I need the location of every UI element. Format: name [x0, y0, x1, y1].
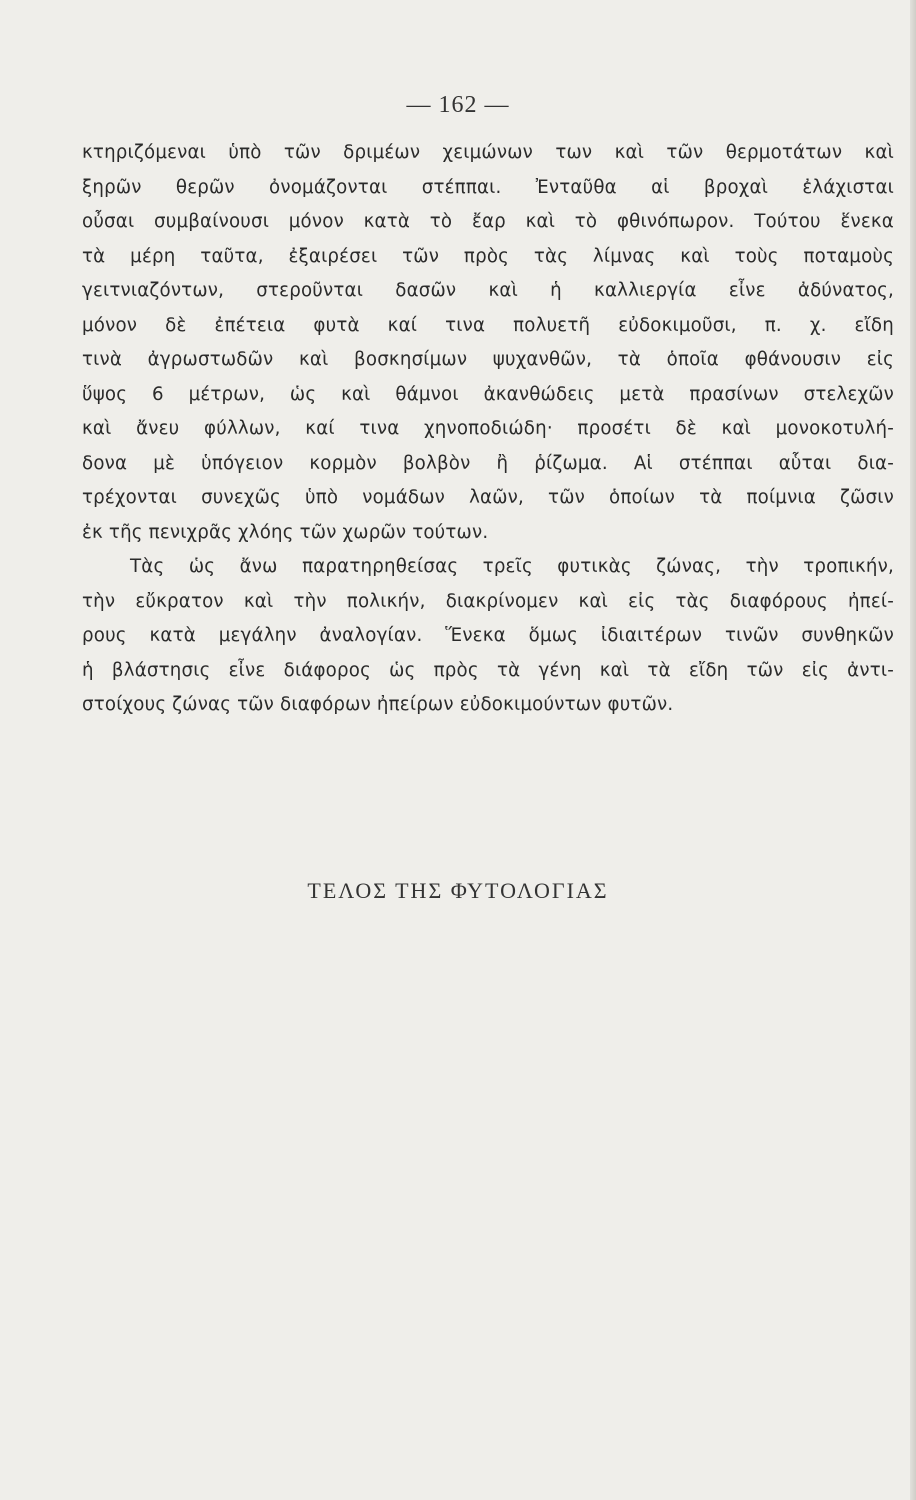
text-line: καὶ ἄνευ φύλλων, καί τινα χηνοποδιώδη· προσέτι δὲ καὶ μονοκοτυλή-: [82, 418, 894, 439]
text-line: τὴν εὔκρατον καὶ τὴν πολικήν, διακρίνομεν καὶ εἰς τὰς διαφόρους ἠπεί-: [82, 590, 894, 612]
text-line: Τὰς ὡς ἄνω παρατηρηθείσας τρεῖς φυτικὰς ζώνας, τὴν τροπικήν,: [130, 556, 894, 577]
text-line: τρέχονται συνεχῶς ὑπὸ νομάδων λαῶν, τῶν ὁποίων τὰ ποίμνια ζῶσιν: [82, 487, 894, 508]
text-line: τὰ μέρη ταῦτα, ἐξαιρέσει τῶν πρὸς τὰς λίμνας καὶ τοὺς ποταμοὺς: [82, 245, 894, 267]
text-line: ξηρῶν θερῶν ὀνομάζονται στέππαι. Ἐνταῦθα αἱ βροχαὶ ἐλάχισται: [82, 176, 894, 198]
closing-title: ΤΕΛΟΣ ΤΗΣ ΦΥΤΟΛΟΓΙΑΣ: [307, 878, 609, 903]
text-line: τινὰ ἀγρωστωδῶν καὶ βοσκησίμων ψυχανθῶν, τὰ ὁποῖα φθάνουσιν εἰς: [82, 349, 894, 370]
text-line: ὕψος 6 μέτρων, ὡς καὶ θάμνοι ἀκανθώδεις μετὰ πρασίνων στελεχῶν: [82, 383, 894, 405]
page-edge: [910, 0, 916, 1500]
paragraph: [82, 550, 894, 723]
text-line: ἐκ τῆς πενιχρᾶς χλόης τῶν χωρῶν τούτων.: [82, 521, 489, 543]
text-line: μόνον δὲ ἐπέτεια φυτὰ καί τινα πολυετῆ εὐδοκιμοῦσι, π. χ. εἴδη: [82, 314, 894, 336]
paragraph: [82, 136, 894, 550]
text-line: κτηριζόμεναι ὑπὸ τῶν δριμέων χειμώνων των καὶ τῶν θερμοτάτων καὶ: [82, 142, 894, 163]
text-line: οὖσαι συμβαίνουσι μόνον κατὰ τὸ ἔαρ καὶ τὸ φθινόπωρον. Τούτου ἕνεκα: [82, 211, 894, 232]
text-line: γειτνιαζόντων, στεροῦνται δασῶν καὶ ἡ καλλιεργία εἶνε ἀδύνατος,: [82, 280, 894, 301]
text-line: ρους κατὰ μεγάλην ἀναλογίαν. Ἕνεκα ὅμως ἰδιαιτέρων τινῶν συνθηκῶν: [82, 625, 894, 646]
text-line: ἡ βλάστησις εἶνε διάφορος ὡς πρὸς τὰ γένη καὶ τὰ εἴδη τῶν εἰς ἀντι-: [82, 659, 894, 681]
text-line: στοίχους ζώνας τῶν διαφόρων ἠπείρων εὐδοκιμούντων φυτῶν.: [82, 694, 674, 715]
page-number: — 162 —: [406, 92, 510, 118]
body-text: [82, 136, 894, 723]
text-line: δονα μὲ ὑπόγειον κορμὸν βολβὸν ἢ ῥίζωμα. Αἱ στέππαι αὗται δια-: [82, 452, 894, 474]
